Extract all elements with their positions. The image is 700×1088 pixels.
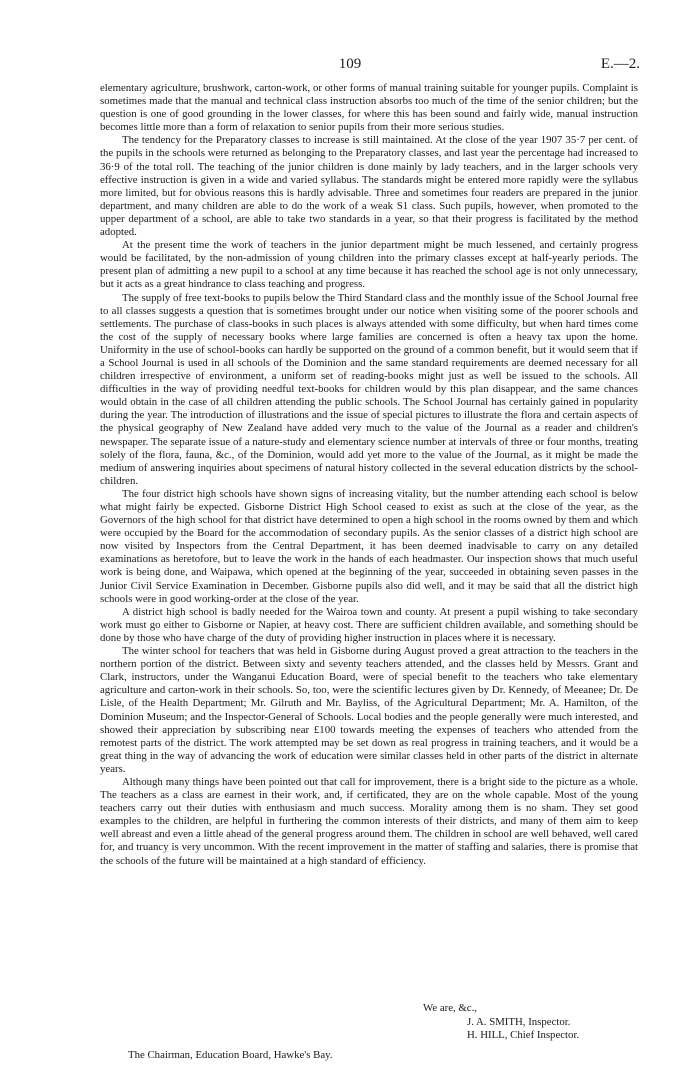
closing-salutation: We are, &c.,: [423, 1002, 477, 1014]
document-reference: E.—2.: [600, 56, 640, 72]
paragraph-winter-school: The winter school for teachers that was held in Gisborne during August proved a great attraction to the teachers in the northern portion of the district. Between sixty and seventy teachers attended, and the classes held by Messrs. Grant and Clark, instructors, under the Wanganui Education Board, were of special benefit to the teachers who take elementary agriculture and carton-work in their schools. So, too, were the scientific lectures given by Dr. Kennedy, of Meeanee; Dr. De Lisle, of the Health Department; Mr. Gilruth and Mr. Bayliss, of the Agricultural Department; Mr. A. Hamilton, of the Dominion Museum; and the Inspector-General of Schools. Local bodies and the people generally were much interested, and showed their appreciation by subscribing near £100 towards meeting the expenses of teachers who attended from the remotest parts of the district. The work attempted may be set down as real progress in training teachers, and it would be a great thing in the way of advancing the work of education were similar classes held in other parts of the district in alternate years.: [100, 645, 638, 775]
paragraph-manual-training: elementary agriculture, brushwork, carton-work, or other forms of manual training suitable for younger pupils. Complaint is sometimes made that the manual and technical class instruction absorbs too much of the time of the senior children; but the question is one of good grounding in the lower classes, for where this has been sound and fairly wide, manual instruction becomes little more than a form of relaxation to senior pupils from their more serious studies.: [100, 82, 638, 134]
paragraph-junior-department: At the present time the work of teachers in the junior department might be much lessened, and certainly progress would be facilitated, by the non-admission of young children into the primary classes except at half-yearly periods. The present plan of admitting a new pupil to a school at any time because it has reached the school age is not only unnecessary, but it acts as a great hindrance to class teaching and progress.: [100, 239, 638, 291]
signature-inspector: J. A. SMITH, Inspector.: [467, 1016, 571, 1028]
signature-chief-inspector: H. HILL, Chief Inspector.: [467, 1029, 580, 1041]
paragraph-wairoa: A district high school is badly needed for the Wairoa town and county. At present a pupil wishing to take secondary work must go either to Gisborne or Napier, at heavy cost. There are sufficient children available, and something should be done by those who have charge of the duty of providing higher instruction in places where it is necessary.: [100, 605, 638, 644]
paragraph-district-high-schools: The four district high schools have shown signs of increasing vitality, but the number attending each school is below what might fairly be expected. Gisborne District High School ceased to exist as such at the close of the year, as the Governors of the high school for that district have determined to open a high school in the rooms owned by them and which were occupied by the Board for the accommodation of secondary pupils. As the senior classes of a district high school are now visited by Inspectors from the Central Department, it has been deemed inadvisable to carry on any detailed examinations as heretofore, but to leave the work in the hands of each headmaster. Our inspection shows that much useful work is being done, and Waipawa, which opened at the beginning of the year, succeeded in obtaining seven passes in the Junior Civil Service Examination in December. Gisborne pupils also did well, and it may be said that all the district high schools were in good working-order at the close of the year.: [100, 487, 638, 605]
paragraph-text-books: The supply of free text-books to pupils below the Third Standard class and the monthly issue of the School Journal free to all classes suggests a question that is sometimes brought under our notice when visiting some of the poorer schools and settlements. The purchase of class-books in such places is always attended with some difficulty, but when hard times come the cost of the supply of necessary books where large families are concerned is often a heavy tax upon the home. Uniformity in the use of school-books can hardly be supported on the ground of a common benefit, but it would seem that if a School Journal is used in all schools of the Dominion and the same standard requirements are deemed necessary for all children irrespective of environment, a uniform set of reading-books might just as well be issued to the schools. All difficulties in the way of providing needful text-books for children would by this plan disappear, and the same chances would obtain in the case of all children attending the public schools. The School Journal has certainly gained in popularity during the year. The introduction of illustrations and the issue of special pictures to illustrate the flora and certain aspects of the physical geography of New Zealand have added very much to the value of the Journal as a reader and children's newspaper. The separate issue of a nature-study and elementary science number at intervals of three or four months, treating solely of the flora, fauna, &c., of the Dominion, would add yet more to the value of the Journal, as it might be made the medium of answering inquiries about specimens of natural history collected in the several education districts by the school-children.: [100, 291, 638, 487]
report-body: [100, 82, 638, 868]
page-number: 109: [338, 56, 362, 72]
paragraph-preparatory-classes: The tendency for the Preparatory classes to increase is still maintained. At the close of the year 1907 35·7 per cent. of the pupils in the schools were returned as belonging to the Preparatory classes, and last year the percentage had increased to 36·9 of the total roll. The teaching of the junior children is done mainly by lady teachers, and in the larger schools very effective instruction is given in a wide and varied syllabus. The standards might be entered more rapidly were the syllabus more limited, but for obvious reasons this is hardly advisable. Three and sometimes four readers are prepared in the junior department, and many children are able to do the work of a weak S1 class. Such pupils, however, when promoted to the upper department of a school, are able to take two standards in a year, so that their progress is facilitated by the method adopted.: [100, 134, 638, 239]
paragraph-conclusion: Although many things have been pointed out that call for improvement, there is a bright side to the picture as a whole. The teachers as a class are earnest in their work, and, if certificated, they are on the whole capable. Most of the young teachers carry out their duties with enthusiasm and much success. Morality among them is no sham. They set good examples to the children, are helpful in furthering the common interests of their districts, and many of them aim to keep well abreast and even a little ahead of the general progress around them. The children in school are well behaved, well cared for, and truancy is very uncommon. With the recent improvement in the matter of staffing and salaries, there is promise that the schools of the future will be maintained at a high standard of efficiency.: [100, 775, 638, 867]
addressee: The Chairman, Education Board, Hawke's Bay.: [128, 1049, 333, 1061]
